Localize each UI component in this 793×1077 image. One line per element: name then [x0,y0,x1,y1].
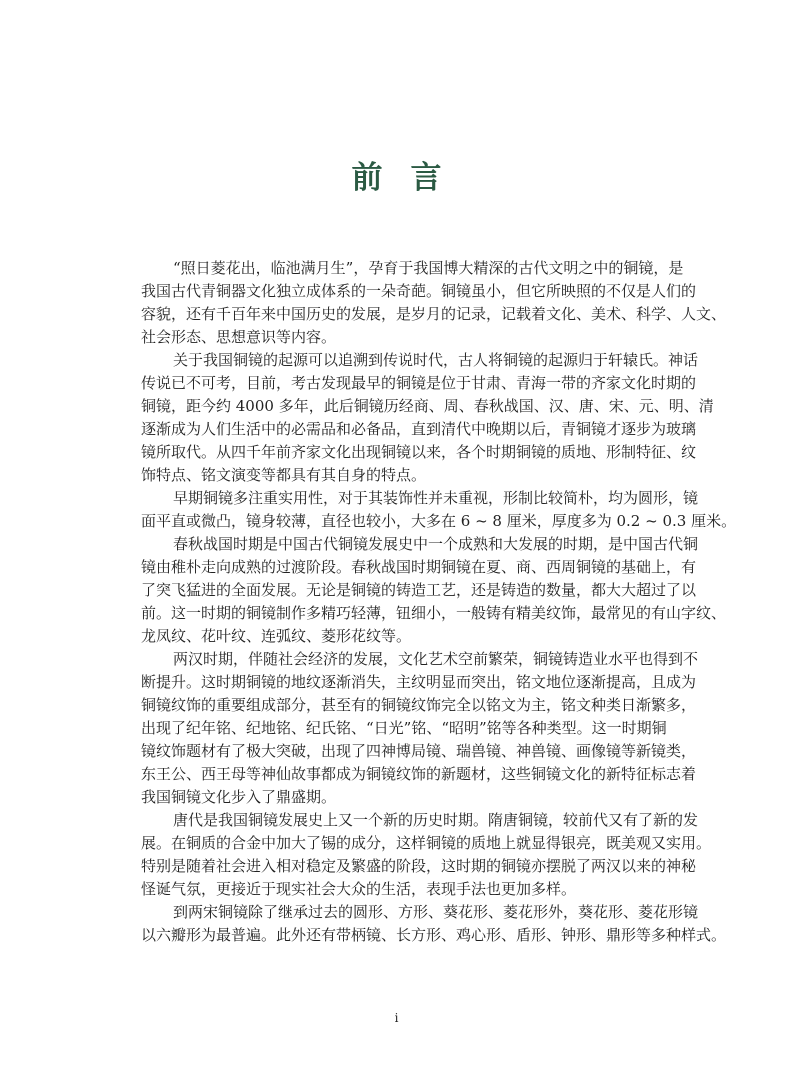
paragraph [141,648,699,809]
text-line: 龙凤纹、花叶纹、连弧纹、菱形花纹等。 [141,627,412,645]
text-line: “照日菱花出，临池满月生”，孕育于我国博大精深的古代文明之中的铜镜，是 [173,259,684,277]
text-line: 社会形态、思想意识等内容。 [141,328,337,346]
text-line: 东王公、西王母等神仙故事都成为铜镜纹饰的新题材，这些铜镜文化的新特征标志着 [141,765,697,783]
text-line: 镜所取代。从四千年前齐家文化出现铜镜以来，各个时期铜镜的质地、形制特征、纹 [141,443,697,461]
paragraph [141,257,727,349]
text-line: 出现了纪年铭、纪地铭、纪氏铭、“日光”铭、“昭明”铭等各种类型。这一时期铜 [141,719,667,737]
text-line: 我国铜镜文化步入了鼎盛期。 [141,788,337,806]
paragraph [141,533,727,648]
text-line: 关于我国铜镜的起源可以追溯到传说时代，古人将铜镜的起源归于轩辕氏。神话 [173,351,699,369]
text-line: 了突飞猛进的全面发展。无论是铜镜的铸造工艺，还是铸造的数量，都大大超过了以 [141,581,697,599]
text-line: 特别是随着社会进入相对稳定及繁盛的阶段，这时期的铜镜亦摆脱了两汉以来的神秘 [141,857,697,875]
paragraph [141,901,727,947]
preface-body [141,257,737,947]
text-line: 以六瓣形为最普遍。此外还有带柄镜、长方形、鸡心形、盾形、钟形、鼎形等多种样式。 [141,926,727,944]
text-line: 春秋战国时期是中国古代铜镜发展史中一个成熟和大发展的时期，是中国古代铜 [173,535,699,553]
page-title: 前言 [351,160,470,196]
text-line: 逐渐成为人们生活中的必需品和必备品，直到清代中晚期以后，青铜镜才逐步为玻璃 [141,420,697,438]
text-line: 前。这一时期的铜镜制作多精巧轻薄，钮细小，一般铸有精美纹饰，最常见的有山字纹、 [141,604,727,622]
text-line: 饰特点、铭文演变等都具有其自身的特点。 [141,466,427,484]
text-line: 铜镜，距今约 4000 多年，此后铜镜历经商、周、春秋战国、汉、唐、宋、元、明、清 [141,397,714,415]
text-line: 面平直或微凸，镜身较薄，直径也较小，大多在 6 ~ 8 厘米，厚度多为 0.2 ~ 0.3 厘米。 [141,512,737,530]
text-line: 唐代是我国铜镜发展史上又一个新的历史时期。隋唐铜镜，较前代又有了新的发 [173,811,699,829]
paragraph [141,809,712,901]
text-line: 镜由稚朴走向成熟的过渡阶段。春秋战国时期铜镜在夏、商、西周铜镜的基础上，有 [141,558,697,576]
text-line: 到两宋铜镜除了继承过去的圆形、方形、葵花形、菱花形外，葵花形、菱花形镜 [173,903,699,921]
page-number: i [394,1011,399,1025]
text-line: 两汉时期，伴随社会经济的发展，文化艺术空前繁荣，铜镜铸造业水平也得到不 [173,650,699,668]
text-line: 断提升。这时期铜镜的地纹逐渐消失，主纹明显而突出，铭文地位逐渐提高，且成为 [141,673,697,691]
paragraph [141,487,737,533]
text-line: 铜镜纹饰的重要组成部分，甚至有的铜镜纹饰完全以铭文为主，铭文种类日渐繁多， [141,696,697,714]
text-line: 镜纹饰题材有了极大突破，出现了四神博局镜、瑞兽镜、神兽镜、画像镜等新镜类， [141,742,697,760]
text-line: 我国古代青铜器文化独立成体系的一朵奇葩。铜镜虽小，但它所映照的不仅是人们的 [141,282,697,300]
text-line: 怪诞气氛，更接近于现实社会大众的生活，表现手法也更加多样。 [141,880,577,898]
text-line: 容貌，还有千百年来中国历史的发展，是岁月的记录，记载着文化、美术、科学、人文、 [141,305,727,323]
text-line: 展。在铜质的合金中加大了锡的成分，这样铜镜的质地上就显得银亮，既美观又实用。 [141,834,712,852]
text-line: 早期铜镜多注重实用性，对于其装饰性并未重视，形制比较简朴，均为圆形，镜 [173,489,699,507]
paragraph [141,349,714,487]
text-line: 传说已不可考，目前，考古发现最早的铜镜是位于甘肃、青海一带的齐家文化时期的 [141,374,697,392]
